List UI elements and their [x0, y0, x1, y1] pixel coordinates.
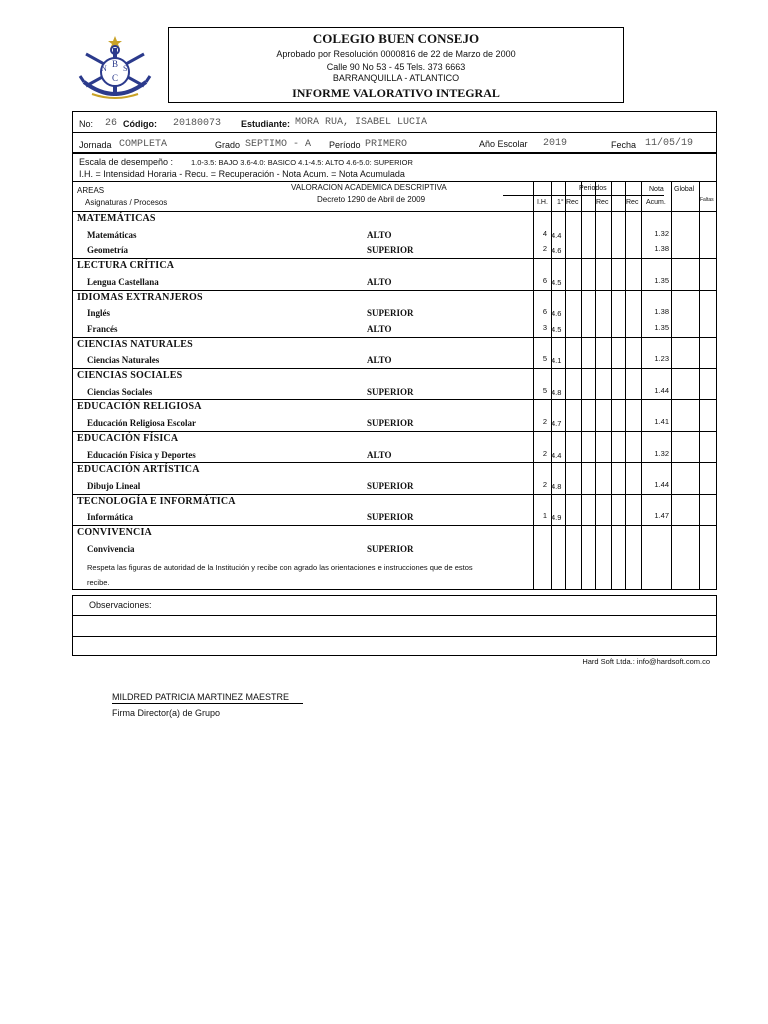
periodo-label: Período [329, 140, 361, 150]
accumulated-grade: 1.35 [654, 322, 669, 332]
rec3-header: Rec [626, 199, 639, 206]
period1-grade: 4.6 [551, 309, 562, 319]
accumulated-grade: 1.47 [654, 511, 669, 521]
grid-column-line [671, 181, 672, 589]
city-line: BARRANQUILLA - ATLANTICO [332, 73, 460, 83]
student-value: MORA RUA, ISABEL LUCIA [295, 117, 428, 128]
grid-column-line [565, 181, 566, 589]
signature-role: Firma Director(a) de Grupo [112, 708, 221, 718]
valoracion-header: VALORACION ACADEMICA DESCRIPTIVA [291, 183, 447, 192]
ih-value: 2 [542, 479, 547, 489]
ih-value: 5 [542, 354, 547, 364]
performance-level: ALTO [367, 276, 392, 287]
area-name: EDUCACIÓN FÍSICA [77, 432, 179, 444]
performance-level: ALTO [367, 323, 392, 334]
ih-value: 2 [542, 448, 547, 458]
subject-name: Inglés [87, 308, 111, 319]
area-name: TECNOLOGÍA E INFORMÁTICA [77, 495, 236, 507]
ih-header: I.H. [537, 199, 548, 206]
school-logo [72, 34, 158, 104]
area-name: EDUCACIÓN RELIGIOSA [77, 401, 202, 413]
grades-table [72, 153, 717, 590]
subject-name: Dibujo Lineal [87, 480, 141, 491]
performance-level: SUPERIOR [367, 245, 414, 256]
performance-level: ALTO [367, 449, 392, 460]
convivencia-note-1: Respeta las figuras de autoridad de la Institución y recibe con agrado las orientaciones e instrucciones que de estos [87, 563, 473, 572]
ih-value: 2 [542, 244, 547, 254]
no-label: No: [79, 119, 94, 129]
nota-header: Nota [649, 186, 664, 193]
code-value: 20180073 [173, 118, 222, 129]
p1-header: 1° [557, 199, 564, 206]
code-label: Código: [123, 119, 157, 129]
period1-grade: 4.4 [551, 450, 562, 460]
grid-column-line [625, 181, 626, 589]
accumulated-grade: 1.41 [654, 417, 669, 427]
performance-level: SUPERIOR [367, 512, 414, 523]
address-line: Calle 90 No 53 - 45 Tels. 373 6663 [326, 62, 466, 72]
year-value: 2019 [543, 138, 568, 149]
area-name: CIENCIAS SOCIALES [77, 370, 183, 381]
jornada-value: COMPLETA [119, 139, 168, 150]
accumulated-grade: 1.32 [654, 448, 669, 458]
acum-header: Acum. [646, 199, 666, 206]
area-name: IDIOMAS EXTRANJEROS [77, 291, 203, 303]
abbrev-legend: I.H. = Intensidad Horaria - Recu. = Recuperación - Nota Acum. = Nota Acumulada [79, 169, 405, 179]
area-separator [73, 337, 716, 338]
accumulated-grade: 1.32 [654, 228, 669, 238]
area-separator [73, 494, 716, 495]
scale-label: Escala de desempeño : [79, 157, 174, 167]
ih-value: 4 [542, 228, 547, 238]
grid-column-line [595, 181, 596, 589]
area-name: MATEMÁTICAS [77, 213, 156, 224]
period1-grade: 4.6 [551, 246, 562, 256]
performance-level: ALTO [367, 355, 392, 366]
student-info [72, 111, 717, 153]
period1-grade: 4.8 [551, 387, 562, 397]
fecha-label: Fecha [611, 140, 637, 150]
grid-column-line [581, 181, 582, 589]
subject-name: Lengua Castellana [87, 276, 159, 287]
convivencia-note-2: recibe. [87, 578, 110, 587]
accumulated-grade: 1.38 [654, 244, 669, 254]
accumulated-grade: 1.35 [654, 275, 669, 285]
subject-name: Ciencias Sociales [87, 386, 153, 397]
observaciones-label: Observaciones: [89, 600, 152, 610]
area-separator [73, 431, 716, 432]
ih-value: 3 [542, 322, 547, 332]
logo-letter-s: S [123, 64, 128, 73]
performance-level: SUPERIOR [367, 386, 414, 397]
period1-grade: 4.5 [551, 277, 562, 287]
performance-level: ALTO [367, 229, 392, 240]
subject-name: Matemáticas [87, 229, 137, 240]
subject-name: Francés [87, 323, 118, 334]
period1-grade: 4.8 [551, 481, 562, 491]
signature-name: MILDRED PATRICIA MARTINEZ MAESTRE [112, 692, 303, 704]
period1-grade: 4.1 [551, 356, 562, 366]
report-title: INFORME VALORATIVO INTEGRAL [292, 86, 500, 100]
logo-letter-c: C [112, 73, 119, 83]
signature-block [112, 692, 303, 718]
area-name: CONVIVENCIA [77, 527, 152, 538]
no-value: 26 [105, 118, 118, 129]
area-name: CIENCIAS NATURALES [77, 338, 193, 350]
observaciones-box [72, 595, 717, 656]
fecha-value: 11/05/19 [645, 138, 694, 149]
periodos-header: Periodos [579, 185, 607, 192]
logo-letter-b: B [112, 59, 119, 69]
area-name: LECTURA CRÍTICA [77, 260, 175, 272]
period1-grade: 4.9 [551, 513, 562, 523]
grid-column-line [641, 181, 642, 589]
accumulated-grade: 1.38 [654, 307, 669, 317]
anchor-emblem-icon [72, 34, 158, 104]
year-label: Año Escolar [479, 139, 528, 149]
accumulated-grade: 1.23 [654, 354, 669, 364]
school-header [168, 27, 624, 103]
area-separator [73, 290, 716, 291]
area-separator [73, 368, 716, 369]
school-name: COLEGIO BUEN CONSEJO [312, 31, 480, 46]
period1-grade: 4.4 [551, 230, 562, 240]
performance-level: SUPERIOR [367, 543, 414, 554]
ih-value: 6 [542, 307, 547, 317]
grid-column-line [533, 181, 534, 589]
rec2-header: Rec [596, 199, 609, 206]
periodo-value: PRIMERO [365, 139, 408, 150]
subject-name: Convivencia [87, 543, 135, 554]
accumulated-grade: 1.44 [654, 479, 669, 489]
subject-name: Educación Religiosa Escolar [87, 418, 197, 429]
ih-value: 5 [542, 385, 547, 395]
ih-value: 6 [542, 275, 547, 285]
faltas-header: Faltas [700, 197, 714, 203]
header-separator [73, 211, 716, 212]
grid-column-line [699, 181, 700, 589]
subject-name: Geometría [87, 245, 128, 256]
grid-column-line [551, 181, 552, 589]
resolution-line: Aprobado por Resolución 0000816 de 22 de Marzo de 2000 [276, 49, 516, 59]
area-separator [73, 525, 716, 526]
accumulated-grade: 1.44 [654, 385, 669, 395]
period1-grade: 4.7 [551, 419, 562, 429]
subject-name: Ciencias Naturales [87, 355, 160, 366]
footer-credit: Hard Soft Ltda.: info@hardsoft.com.co [582, 657, 710, 666]
grado-value: SEPTIMO - A [245, 139, 312, 150]
student-label: Estudiante: [241, 119, 291, 129]
performance-level: SUPERIOR [367, 418, 414, 429]
ih-value: 2 [542, 417, 547, 427]
period1-grade: 4.5 [551, 324, 562, 334]
subject-name: Informática [87, 512, 133, 523]
jornada-label: Jornada [79, 140, 112, 150]
performance-level: SUPERIOR [367, 480, 414, 491]
logo-letter-n: N [101, 64, 107, 73]
asignaturas-header: Asignaturas / Procesos [85, 198, 168, 207]
areas-header: AREAS [77, 186, 105, 195]
ih-value: 1 [542, 511, 547, 521]
global-header: Global [674, 186, 695, 193]
scale-value: 1.0-3.5: BAJO 3.6-4.0: BASICO 4.1-4.5: ALTO 4.6-5.0: SUPERIOR [191, 158, 413, 167]
grid-column-line [611, 181, 612, 589]
performance-level: SUPERIOR [367, 308, 414, 319]
rec1-header: Rec [566, 199, 579, 206]
decreto-header: Decreto 1290 de Abril de 2009 [317, 195, 426, 204]
area-separator [73, 258, 716, 259]
subject-name: Educación Física y Deportes [87, 449, 196, 460]
grado-label: Grado [215, 140, 241, 150]
area-name: EDUCACIÓN ARTÍSTICA [77, 464, 200, 476]
